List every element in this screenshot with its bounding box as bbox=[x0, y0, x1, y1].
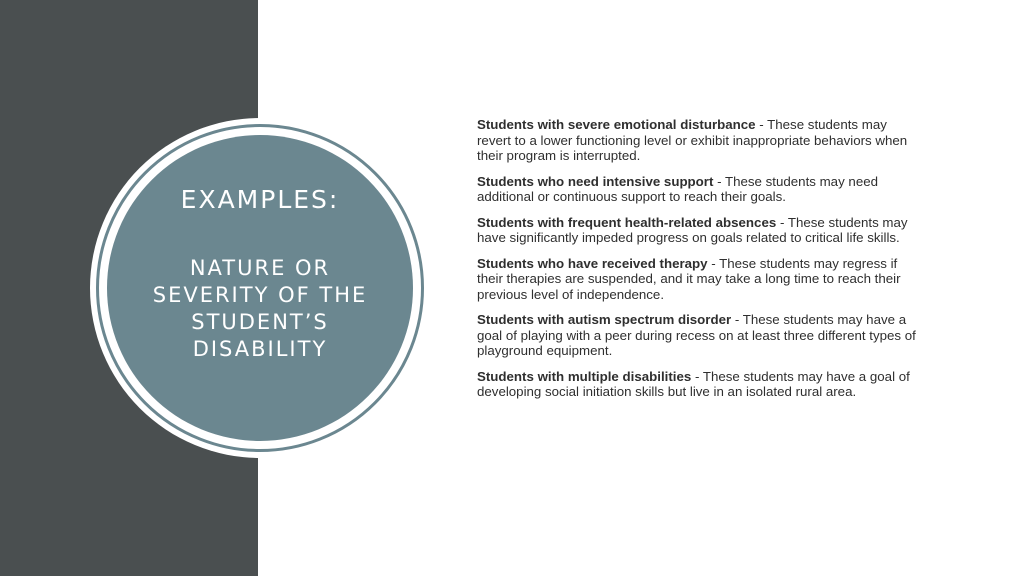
item-text: - These students may revert to a lower functioning level or exhibit inappropriate behaviors when their program is interrupted. bbox=[477, 117, 908, 163]
list-item bbox=[477, 369, 917, 400]
item-title: Students who have received therapy bbox=[477, 255, 708, 271]
item-title: Students who need intensive support bbox=[477, 173, 714, 189]
item-title: Students with autism spectrum disorder bbox=[477, 312, 732, 327]
item-text: - These students may regress if their therapies are suspended, and it may take a long time to reach their previous level of independence. bbox=[477, 255, 901, 302]
item-text: - These students may have a goal of playing with a peer during recess on at least three different types of playground equipment. bbox=[477, 312, 916, 358]
circle-title-block bbox=[150, 185, 370, 363]
list-item bbox=[477, 174, 917, 205]
list-item bbox=[477, 117, 917, 164]
item-text: - These students may have significantly impeded progress on goals related to critical life skills. bbox=[477, 214, 908, 245]
item-title: Students with severe emotional disturbance bbox=[477, 117, 756, 132]
slide-heading: EXAMPLES: bbox=[180, 185, 340, 214]
examples-list bbox=[477, 117, 917, 410]
list-item bbox=[477, 256, 917, 303]
item-title: Students with frequent health-related absences bbox=[477, 214, 777, 230]
item-text: - These students may need additional or continuous support to reach their goals. bbox=[477, 173, 879, 204]
slide-subheading: NATURE OR SEVERITY OF THE STUDENT’S DISABILITY bbox=[152, 256, 368, 361]
item-title: Students with multiple disabilities bbox=[477, 368, 692, 384]
list-item bbox=[477, 312, 917, 359]
list-item bbox=[477, 215, 917, 246]
item-text: - These students may have a goal of developing social initiation skills but live in an isolated rural area. bbox=[477, 368, 910, 399]
